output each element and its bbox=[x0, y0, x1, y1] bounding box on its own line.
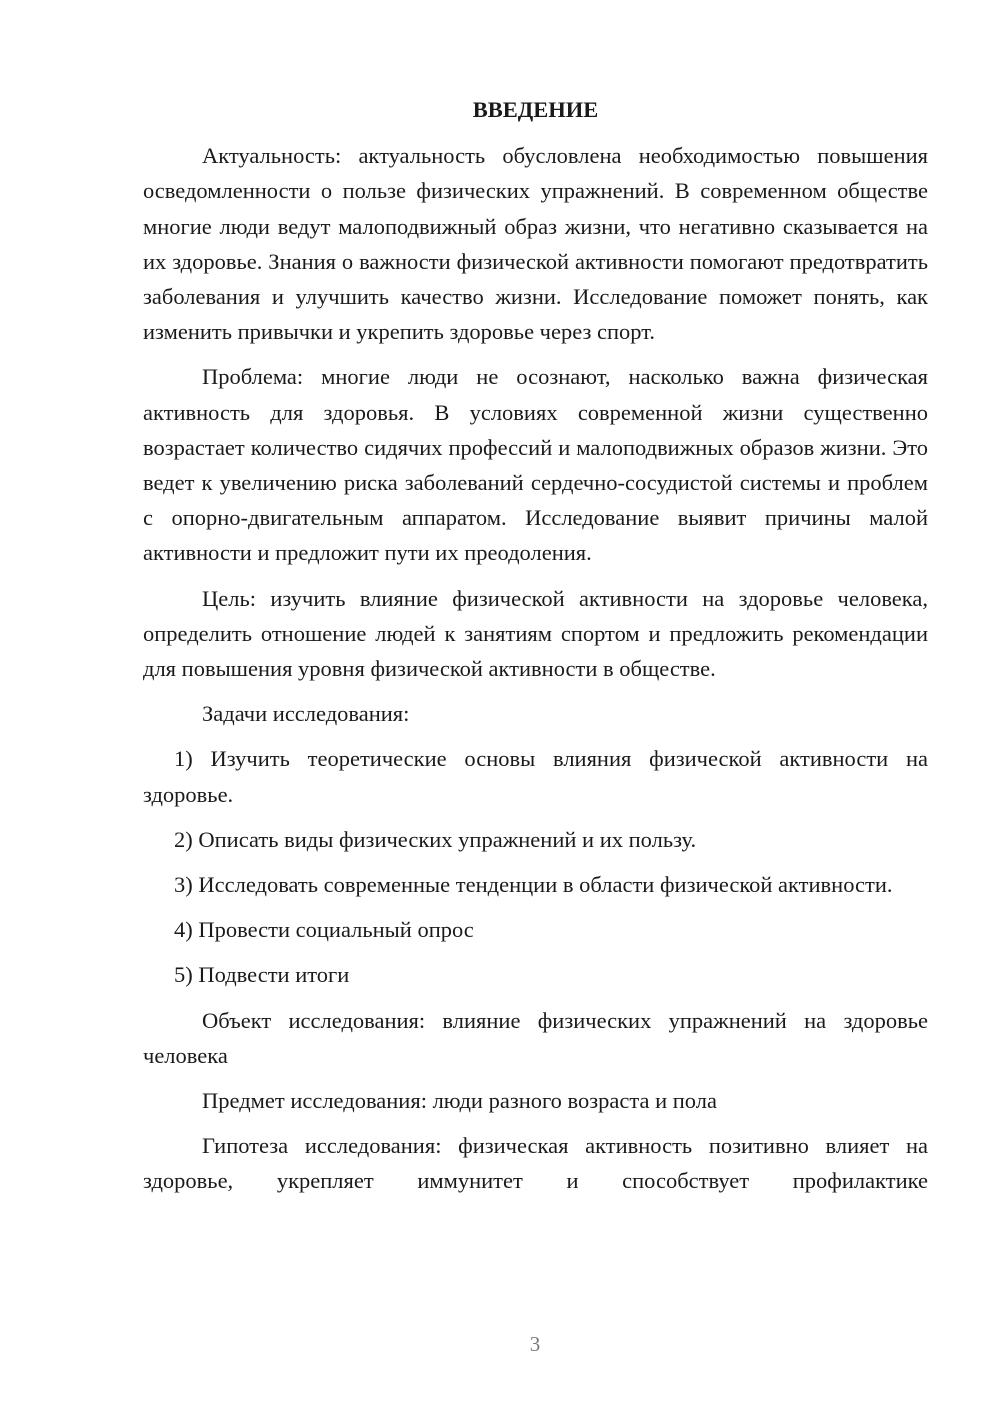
paragraph-relevance: Актуальность: актуальность обусловлена необходимостью повышения осведомленности о пользе физических упражнений. В современном обществе многие люди ведут малоподвижный образ жизни, что негативно сказывается на их здоровье. Знания о важности физической активности помогают предотвратить заболевания и улучшить качество жизни. Исследование поможет понять, как изменить привычки и укрепить здоровье через спорт. bbox=[143, 143, 928, 345]
paragraph-subject: Предмет исследования: люди разного возраста и пола bbox=[202, 1088, 717, 1114]
document-page bbox=[143, 92, 928, 1209]
task-item-2: 2) Описать виды физических упражнений и их пользу. bbox=[174, 826, 697, 852]
task-item-4: 4) Провести социальный опрос bbox=[174, 917, 474, 943]
task-item-1: 1) Изучить теоретические основы влияния физической активности на здоровье. bbox=[143, 746, 928, 807]
paragraph-goal: Цель: изучить влияние физической активности на здоровье человека, определить отношение людей к занятиям спортом и предложить рекомендации для повышения уровня физической активности в обществе. bbox=[143, 585, 928, 682]
page-number: 3 bbox=[529, 1332, 541, 1356]
paragraph-problem: Проблема: многие люди не осознают, насколько важна физическая активность для здоровья. В условиях современной жизни существенно возрастает количество сидячих профессий и малоподвижных образов жизни. Это ведет к увеличению риска заболеваний сердечно-сосудистой системы и проблем с опорно-двигательным аппаратом. Исследование выявит причины малой активности и предложит пути их преодоления. bbox=[143, 364, 928, 566]
paragraph-object: Объект исследования: влияние физических упражнений на здоровье человека bbox=[143, 1007, 928, 1068]
paragraph-hypothesis: Гипотеза исследования: физическая активность позитивно влияет на здоровье, укрепляет иммунитет и способствует профилактике bbox=[143, 1133, 928, 1194]
task-item-3: 3) Исследовать современные тенденции в области физической активности. bbox=[174, 872, 893, 898]
task-item-5: 5) Подвести итоги bbox=[174, 962, 350, 988]
tasks-heading: Задачи исследования: bbox=[202, 701, 410, 727]
section-title: ВВЕДЕНИЕ bbox=[472, 97, 599, 122]
